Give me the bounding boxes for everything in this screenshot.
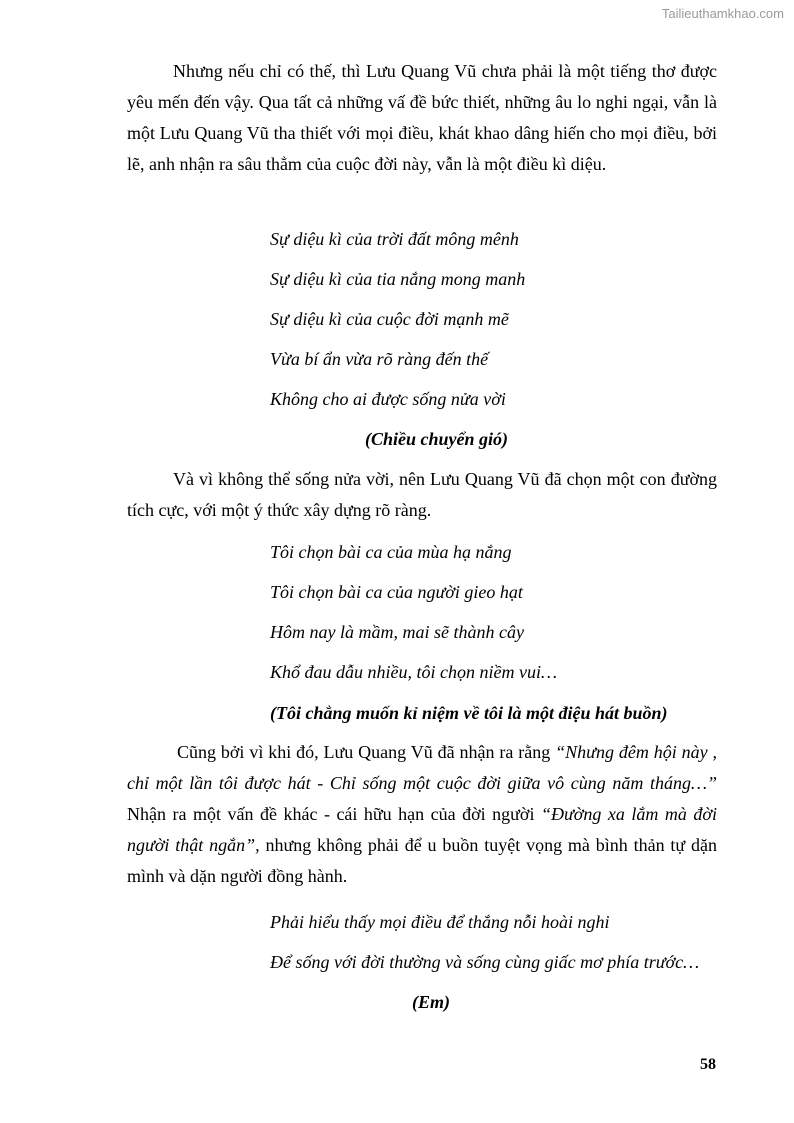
poem-3-line-1: Phải hiểu thấy mọi điều để thắng nỗi hoài nghi bbox=[270, 912, 610, 932]
paragraph-2: Và vì không thể sống nửa vời, nên Lưu Quang Vũ đã chọn một con đường tích cực, với một ý thức xây dựng rõ ràng. bbox=[127, 469, 717, 520]
paragraph-3-quote-2: “Đường xa lắm mà đời người thật ngắn”, bbox=[127, 804, 717, 855]
poem-2-line-1: Tôi chọn bài ca của mùa hạ nắng bbox=[270, 542, 512, 562]
poem-2-line-4: Khổ đau dẫu nhiều, tôi chọn niềm vui… bbox=[270, 662, 557, 682]
paragraph-3-quote-1: “Nhưng đêm hội này , chỉ một lần tôi được hát - Chỉ sống một cuộc đời giữa vô cùng năm tháng…” bbox=[127, 742, 717, 793]
poem-1-line-3: Sự diệu kì của cuộc đời mạnh mẽ bbox=[270, 309, 509, 329]
poem-1-line-2: Sự diệu kì của tia nắng mong manh bbox=[270, 269, 526, 289]
paragraph-1: Nhưng nếu chỉ có thế, thì Lưu Quang Vũ chưa phải là một tiếng thơ được yêu mến đến vậy. Qua tất cả những vấ đề bức thiết, những âu lo nghi ngại, vẫn là một Lưu Quang Vũ tha thiết với mọi điều, khát khao dâng hiến cho mọi điều, bởi lẽ, anh nhận ra sâu thẳm của cuộc đời này, vẫn là một điều kì diệu. bbox=[127, 61, 717, 174]
poem-3-source: (Em) bbox=[412, 992, 450, 1012]
poem-1-line-4: Vừa bí ẩn vừa rõ ràng đến thế bbox=[270, 349, 489, 369]
paragraph-3 bbox=[127, 737, 717, 892]
paragraph-3-text-1: Cũng bởi vì khi đó, Lưu Quang Vũ đã nhận ra rằng bbox=[177, 742, 556, 762]
poem-1-line-5: Không cho ai được sống nửa vời bbox=[270, 389, 506, 409]
poem-1-line-1: Sự diệu kì của trời đất mông mênh bbox=[270, 229, 519, 249]
poem-2-source: (Tôi chẳng muốn kỉ niệm về tôi là một điệu hát buồn) bbox=[270, 703, 668, 723]
page-number: 58 bbox=[700, 1056, 716, 1073]
poem-1-source: (Chiều chuyển gió) bbox=[365, 429, 509, 449]
paragraph-3-text-2: Nhận ra một vấn đề khác - cái hữu hạn của đời người bbox=[127, 804, 541, 824]
poem-2-line-3: Hôm nay là mầm, mai sẽ thành cây bbox=[270, 622, 524, 642]
poem-3-line-2: Để sống với đời thường và sống cùng giấc mơ phía trước… bbox=[270, 952, 700, 972]
paragraph-3-text-3: nhưng không phải để u buồn tuyệt vọng mà bình thản tự dặn mình và dặn người đồng hành. bbox=[127, 835, 717, 886]
watermark: Tailieuthamkhao.com bbox=[661, 6, 784, 21]
poem-2-line-2: Tôi chọn bài ca của người gieo hạt bbox=[270, 582, 523, 602]
